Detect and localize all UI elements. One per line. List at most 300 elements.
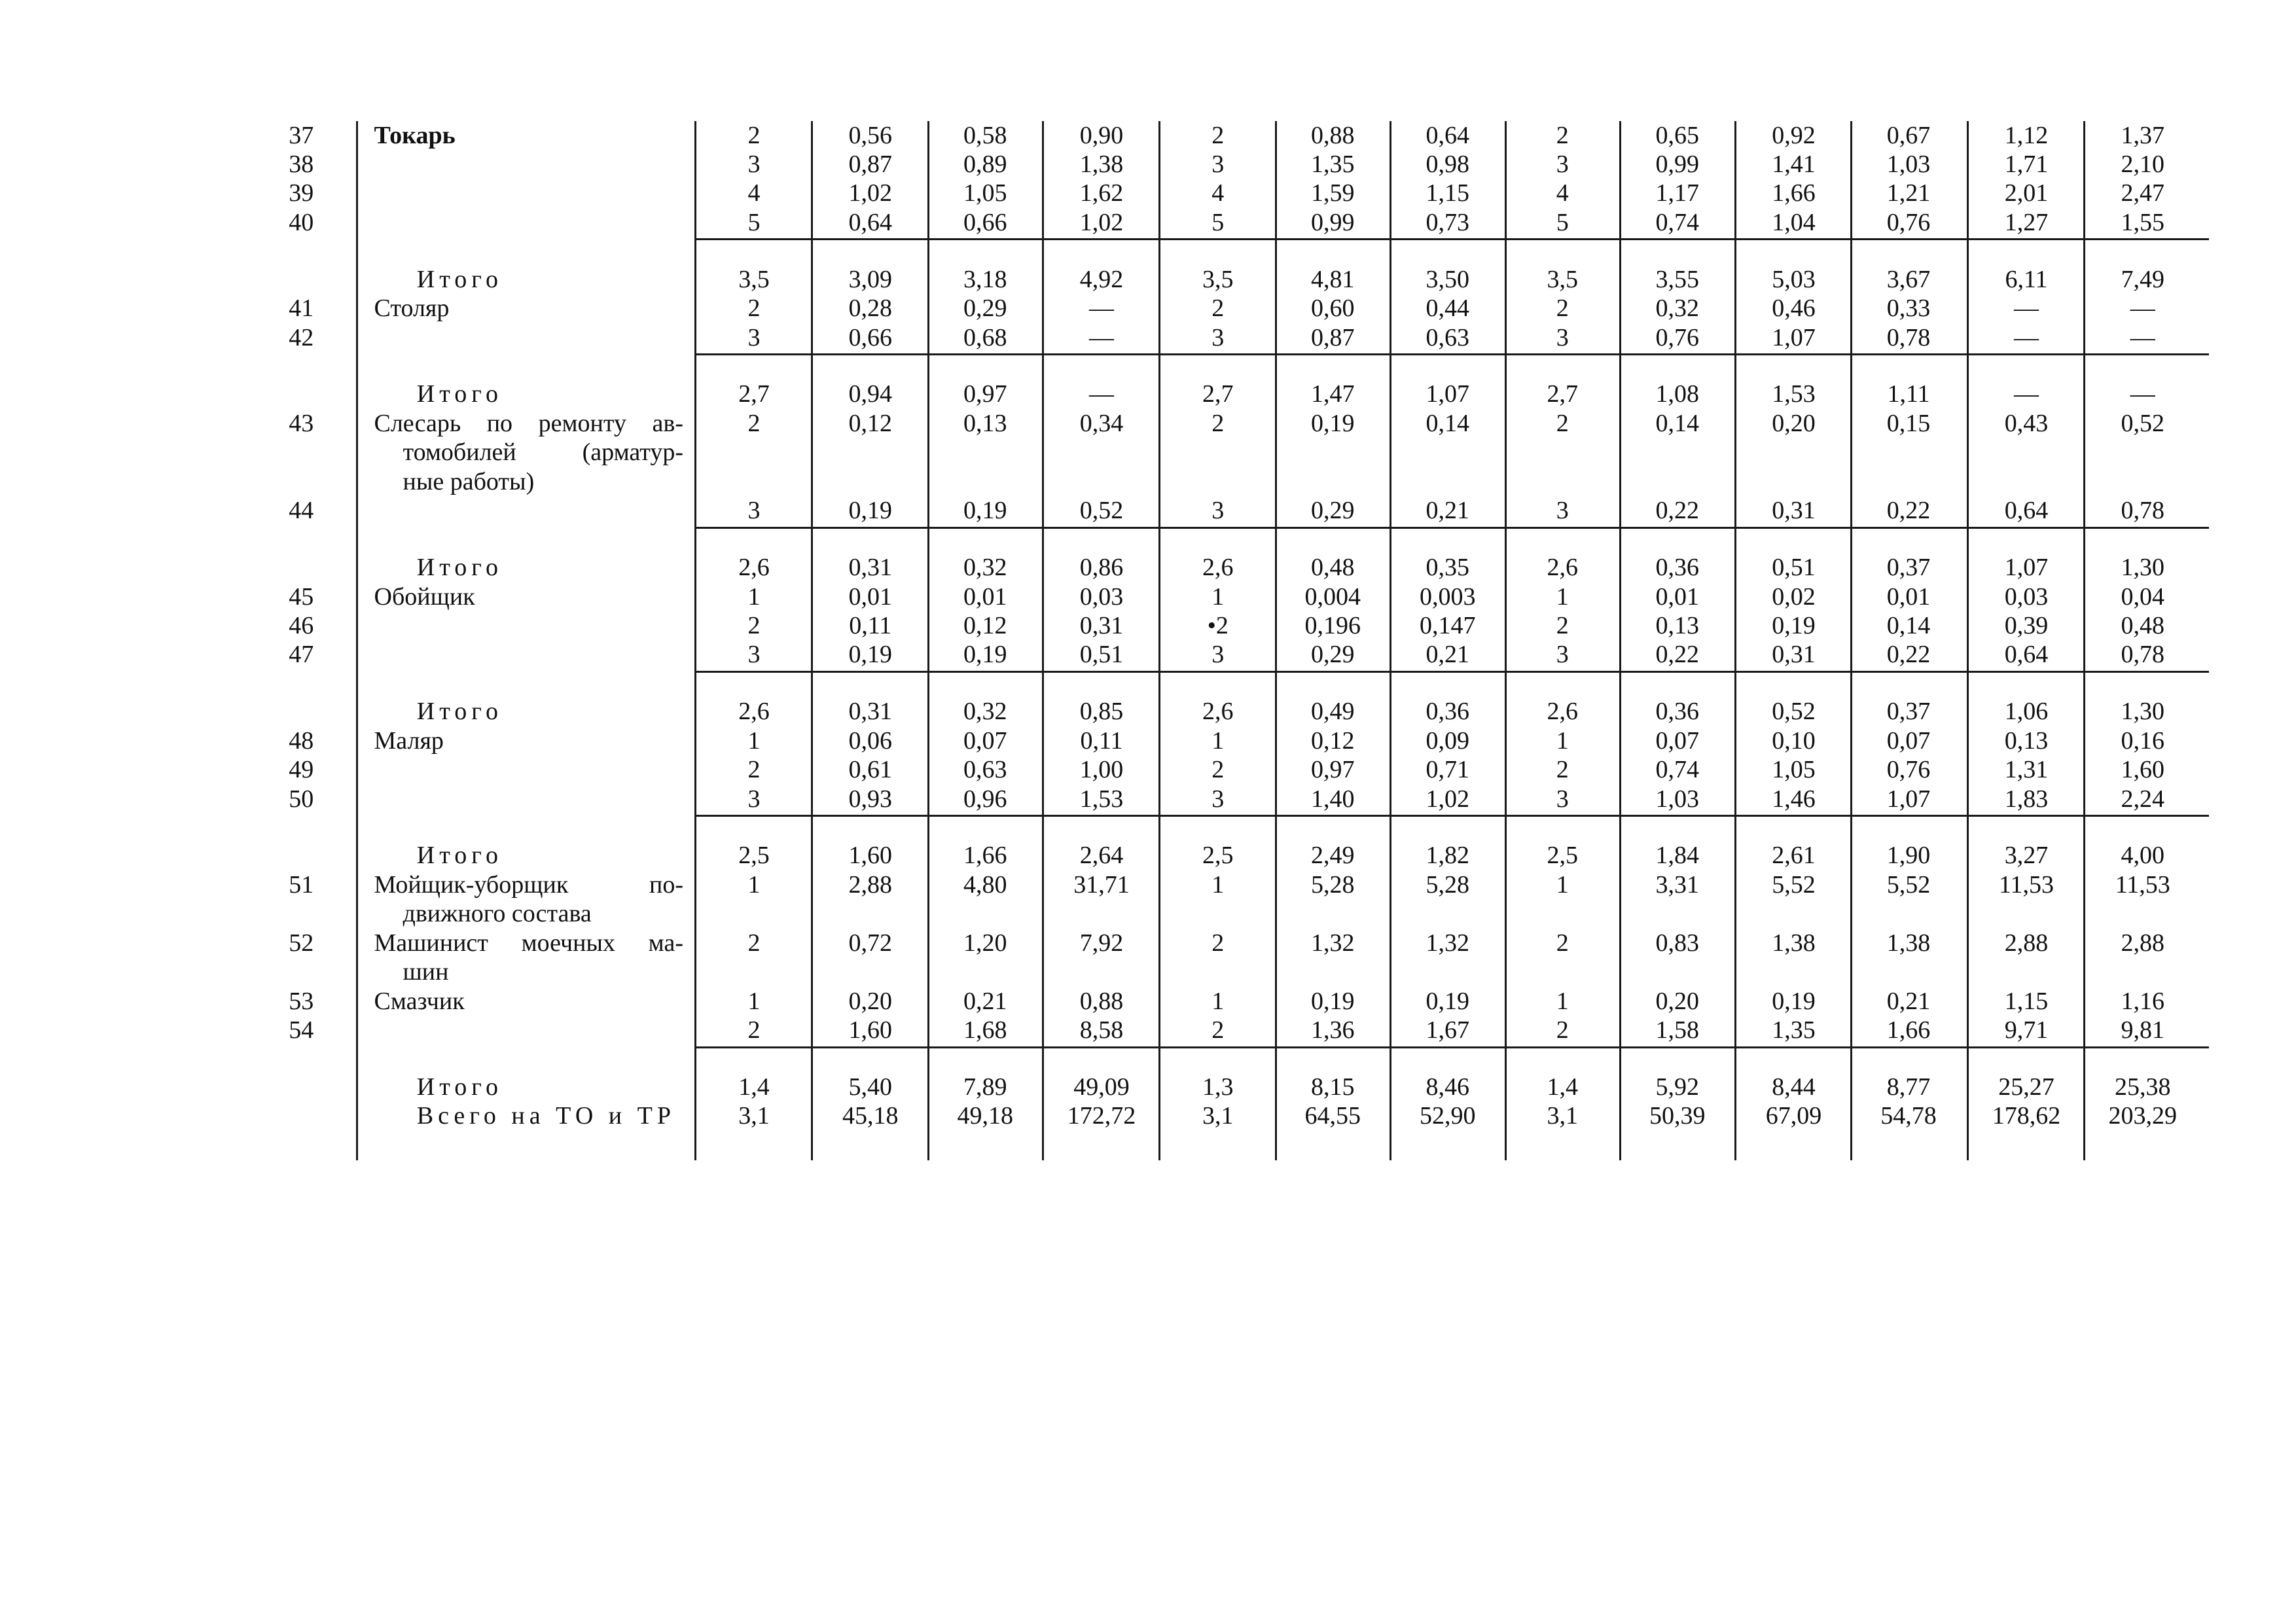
- table-cell: 0,98: [1426, 150, 1469, 178]
- table-cell: 1,05: [1772, 756, 1816, 784]
- table-cell: 0,21: [1426, 497, 1469, 525]
- table-cell: 0,29: [1311, 641, 1355, 669]
- group-separator-rule: [695, 815, 2209, 817]
- row-label-line: Машинист моечных ма-: [374, 929, 683, 957]
- table-cell: 0,13: [2004, 726, 2049, 755]
- table-cell: 4,80: [963, 870, 1007, 899]
- table-cell: 1: [747, 726, 761, 755]
- table-cell: 5,28: [1311, 870, 1355, 899]
- table-cell: 1,20: [963, 929, 1007, 957]
- table-cell: 0,63: [963, 756, 1007, 784]
- table-cell: 3: [1556, 641, 1569, 669]
- table-cell: 0,16: [2121, 726, 2164, 755]
- table-cell: 1,82: [1426, 842, 1469, 870]
- table-cell: 1,15: [1426, 179, 1469, 207]
- table-cell: 1,32: [1311, 929, 1355, 957]
- table-column-rule: [2083, 121, 2085, 1161]
- row-label: Столяр: [374, 294, 450, 323]
- table-cell: 0,99: [1655, 150, 1699, 178]
- table-cell: 1,07: [1886, 785, 1931, 813]
- table-cell: 2,24: [2121, 785, 2164, 813]
- table-cell: 2: [1556, 756, 1569, 784]
- table-cell: 2: [1556, 409, 1569, 437]
- table-cell: 3: [747, 150, 761, 178]
- table-cell: 0,12: [848, 409, 892, 437]
- table-cell: 3,5: [1202, 265, 1234, 293]
- table-cell: 2,64: [1079, 842, 1124, 870]
- table-cell: 0,87: [1311, 323, 1355, 351]
- table-cell: 0,44: [1426, 294, 1469, 323]
- table-cell: 0,11: [1080, 726, 1123, 755]
- table-cell: 1: [1556, 987, 1569, 1015]
- row-number: 47: [289, 641, 314, 669]
- table-cell: 2: [747, 929, 761, 957]
- table-cell: 1,16: [2121, 987, 2164, 1015]
- table-cell: 1,06: [2004, 698, 2049, 726]
- table-cell: 2: [1211, 1016, 1225, 1044]
- table-cell: 1,27: [2004, 208, 2049, 236]
- table-cell: 0,34: [1079, 409, 1124, 437]
- table-cell: 0,58: [963, 121, 1007, 149]
- table-cell: 1,60: [848, 1016, 892, 1044]
- table-cell: 0,28: [848, 294, 892, 323]
- table-cell: 0,49: [1311, 698, 1355, 726]
- table-cell: 0,22: [1886, 497, 1931, 525]
- table-cell: 1,04: [1772, 208, 1816, 236]
- table-cell: 0,76: [1655, 323, 1699, 351]
- table-cell: 2: [747, 409, 761, 437]
- table-cell: 0,04: [2121, 582, 2164, 611]
- table-cell: 1,66: [1886, 1016, 1931, 1044]
- table-cell: 1,84: [1655, 842, 1699, 870]
- table-cell: 0,36: [1426, 698, 1469, 726]
- table-cell: 1,53: [1772, 380, 1816, 408]
- table-cell: 1,02: [848, 179, 892, 207]
- row-number: 51: [289, 870, 314, 899]
- table-cell: 4: [1211, 179, 1225, 207]
- table-cell: 2: [1211, 121, 1225, 149]
- table-cell: 3: [1211, 323, 1225, 351]
- table-cell: 0,147: [1420, 611, 1476, 639]
- table-cell: 0,36: [1655, 554, 1699, 582]
- row-number: 37: [289, 121, 314, 149]
- table-cell: 0,39: [2004, 611, 2049, 639]
- table-cell: 0,67: [1886, 121, 1931, 149]
- table-cell: 2: [1556, 929, 1569, 957]
- table-cell: 1,59: [1311, 179, 1355, 207]
- row-label-total: Итого: [416, 265, 503, 293]
- table-cell: 1,07: [1772, 323, 1816, 351]
- table-cell: 0,21: [963, 987, 1007, 1015]
- group-separator-rule: [695, 1046, 2209, 1048]
- table-cell: 0,32: [963, 554, 1007, 582]
- table-cell: 0,90: [1079, 121, 1124, 149]
- table-cell: 0,92: [1772, 121, 1816, 149]
- table-cell: 1,38: [1886, 929, 1931, 957]
- table-cell: 1,32: [1426, 929, 1469, 957]
- table-cell: 0,32: [963, 698, 1007, 726]
- table-cell: 3: [1211, 641, 1225, 669]
- table-cell: 1,21: [1886, 179, 1931, 207]
- table-cell: 3: [1211, 150, 1225, 178]
- table-cell: 3: [747, 497, 761, 525]
- table-cell: 5,28: [1426, 870, 1469, 899]
- row-number: 41: [289, 294, 314, 323]
- table-cell: 1,12: [2004, 121, 2049, 149]
- row-label-total: Итого: [416, 842, 503, 870]
- table-cell: 3: [1211, 497, 1225, 525]
- row-label-line: Слесарь по ремонту ав-: [374, 409, 683, 437]
- table-cell: 0,64: [848, 208, 892, 236]
- table-cell: 0,19: [848, 641, 892, 669]
- table-cell: 0,19: [1772, 987, 1816, 1015]
- table-cell: 5: [747, 208, 761, 236]
- table-cell: 7,92: [1079, 929, 1124, 957]
- table-cell: 0,196: [1304, 611, 1361, 639]
- row-number: 43: [289, 409, 314, 437]
- table-column-rule: [356, 121, 358, 1161]
- table-cell: —: [1089, 380, 1114, 408]
- table-cell: 0,15: [1886, 409, 1931, 437]
- table-cell: 3: [1556, 785, 1569, 813]
- table-cell: 5: [1211, 208, 1225, 236]
- table-cell: 0,13: [1655, 611, 1699, 639]
- table-cell: 0,07: [1886, 726, 1931, 755]
- table-cell: 3,1: [1547, 1102, 1578, 1130]
- row-label-line: движного состава: [403, 900, 592, 928]
- row-number: 53: [289, 987, 314, 1015]
- table-cell: 1,30: [2121, 554, 2164, 582]
- row-number: 52: [289, 929, 314, 957]
- table-cell: 8,77: [1886, 1073, 1931, 1101]
- table-cell: 1,4: [738, 1073, 770, 1101]
- table-cell: 0,66: [963, 208, 1007, 236]
- table-cell: 3: [747, 641, 761, 669]
- table-cell: 1,03: [1655, 785, 1699, 813]
- table-cell: 0,32: [1655, 294, 1699, 323]
- group-separator-rule: [695, 527, 2209, 529]
- table-cell: 1,07: [1426, 380, 1469, 408]
- table-cell: —: [1089, 294, 1114, 323]
- table-cell: 0,21: [1886, 987, 1931, 1015]
- table-cell: 0,73: [1426, 208, 1469, 236]
- table-cell: 0,88: [1311, 121, 1355, 149]
- row-label-total: Итого: [416, 554, 503, 582]
- table-cell: 1: [747, 870, 761, 899]
- table-cell: 172,72: [1067, 1102, 1136, 1130]
- row-label-total: Итого: [416, 380, 503, 408]
- table-cell: 3: [1556, 497, 1569, 525]
- table-cell: 3,50: [1426, 265, 1469, 293]
- table-cell: 0,46: [1772, 294, 1816, 323]
- table-cell: 64,55: [1304, 1102, 1361, 1130]
- table-cell: 0,64: [1426, 121, 1469, 149]
- table-cell: 50,39: [1649, 1102, 1706, 1130]
- table-cell: 3,55: [1655, 265, 1699, 293]
- table-cell: 2: [1556, 294, 1569, 323]
- table-cell: 0,66: [848, 323, 892, 351]
- table-cell: 11,53: [2115, 870, 2170, 899]
- table-cell: 0,20: [1772, 409, 1816, 437]
- table-cell: 0,003: [1420, 582, 1476, 611]
- table-cell: 3,1: [738, 1102, 770, 1130]
- table-column-rule: [1158, 121, 1160, 1161]
- table-cell: 0,29: [1311, 497, 1355, 525]
- table-cell: 49,18: [957, 1102, 1013, 1130]
- table-cell: 0,52: [2121, 409, 2164, 437]
- table-cell: 2: [1211, 409, 1225, 437]
- table-column-rule: [811, 121, 813, 1161]
- table-cell: 0,71: [1426, 756, 1469, 784]
- table-cell: 3: [1556, 150, 1569, 178]
- table-cell: 8,58: [1079, 1016, 1124, 1044]
- table-cell: 8,15: [1311, 1073, 1355, 1101]
- row-label: Токарь: [374, 121, 456, 149]
- table-cell: 0,31: [1079, 611, 1124, 639]
- row-number: 54: [289, 1016, 314, 1044]
- table-cell: 1,38: [1772, 929, 1816, 957]
- table-cell: 2: [747, 121, 761, 149]
- table-cell: 2,6: [738, 698, 770, 726]
- table-cell: —: [2130, 294, 2155, 323]
- table-cell: 1,83: [2004, 785, 2049, 813]
- table-cell: 0,88: [1079, 987, 1124, 1015]
- table-cell: 0,22: [1655, 641, 1699, 669]
- table-cell: —: [2014, 323, 2039, 351]
- table-cell: 2,6: [1202, 698, 1234, 726]
- table-cell: 0,01: [848, 582, 892, 611]
- table-cell: 0,56: [848, 121, 892, 149]
- table-cell: 0,01: [1655, 582, 1699, 611]
- table-cell: 2,5: [1202, 842, 1234, 870]
- table-cell: 52,90: [1420, 1102, 1476, 1130]
- table-cell: 0,19: [848, 497, 892, 525]
- table-cell: 0,72: [848, 929, 892, 957]
- table-cell: 1,36: [1311, 1016, 1355, 1044]
- table-cell: 2,7: [1202, 380, 1234, 408]
- table-cell: 1: [1211, 987, 1225, 1015]
- table-cell: 4,81: [1311, 265, 1355, 293]
- table-cell: 0,61: [848, 756, 892, 784]
- table-cell: 1: [747, 582, 761, 611]
- table-cell: 1,67: [1426, 1016, 1469, 1044]
- table-column-rule: [1967, 121, 1969, 1161]
- table-cell: 1,46: [1772, 785, 1816, 813]
- table-cell: 0,87: [848, 150, 892, 178]
- table-cell: 1,02: [1079, 208, 1124, 236]
- table-cell: 0,78: [2121, 641, 2164, 669]
- table-cell: 0,33: [1886, 294, 1931, 323]
- group-separator-rule: [695, 238, 2209, 240]
- table-cell: 0,51: [1079, 641, 1124, 669]
- table-cell: 2: [1556, 121, 1569, 149]
- table-cell: 1,35: [1772, 1016, 1816, 1044]
- table-cell: 2: [1211, 756, 1225, 784]
- table-cell: 11,53: [1998, 870, 2054, 899]
- table-cell: 0,14: [1426, 409, 1469, 437]
- table-cell: 1,05: [963, 179, 1007, 207]
- table-cell: 1,38: [1079, 150, 1124, 178]
- table-cell: 1,41: [1772, 150, 1816, 178]
- table-cell: —: [1089, 323, 1114, 351]
- table-cell: 0,12: [963, 611, 1007, 639]
- table-cell: 1,4: [1547, 1073, 1578, 1101]
- table-cell: 0,64: [2004, 497, 2049, 525]
- table-cell: 5,52: [1886, 870, 1931, 899]
- table-cell: 3,1: [1202, 1102, 1234, 1130]
- row-number: 44: [289, 497, 314, 525]
- row-label-total: Итого: [416, 1073, 503, 1101]
- table-cell: 0,01: [1886, 582, 1931, 611]
- table-cell: 0,22: [1886, 641, 1931, 669]
- table-cell: 1,53: [1079, 785, 1124, 813]
- table-cell: 0,60: [1311, 294, 1355, 323]
- table-cell: 1,17: [1655, 179, 1699, 207]
- table-cell: 1,47: [1311, 380, 1355, 408]
- table-cell: 25,27: [1998, 1073, 2054, 1101]
- table-cell: 0,36: [1655, 698, 1699, 726]
- table-cell: 31,71: [1073, 870, 1130, 899]
- table-cell: 9,81: [2121, 1016, 2164, 1044]
- table-cell: 3,31: [1655, 870, 1699, 899]
- table-cell: 1,40: [1311, 785, 1355, 813]
- row-number: 48: [289, 726, 314, 755]
- table-cell: 0,21: [1426, 641, 1469, 669]
- row-label-line: шин: [403, 958, 449, 986]
- table-cell: 5,40: [848, 1073, 892, 1101]
- table-cell: 0,68: [963, 323, 1007, 351]
- table-cell: 1,00: [1079, 756, 1124, 784]
- table-cell: 0,004: [1304, 582, 1361, 611]
- table-cell: 1,11: [1887, 380, 1930, 408]
- table-cell: 49,09: [1073, 1073, 1130, 1101]
- table-cell: 4,00: [2121, 842, 2164, 870]
- table-cell: 1: [1556, 582, 1569, 611]
- table-cell: 1,08: [1655, 380, 1699, 408]
- table-cell: 0,14: [1655, 409, 1699, 437]
- table-cell: 0,20: [1655, 987, 1699, 1015]
- table-cell: 0,99: [1311, 208, 1355, 236]
- table-cell: 3,27: [2004, 842, 2049, 870]
- table-cell: 2: [1556, 611, 1569, 639]
- table-cell: 0,31: [848, 554, 892, 582]
- table-cell: 0,83: [1655, 929, 1699, 957]
- table-cell: 2: [1211, 929, 1225, 957]
- table-cell: 7,49: [2121, 265, 2164, 293]
- table-cell: 3,18: [963, 265, 1007, 293]
- table-cell: 0,74: [1655, 208, 1699, 236]
- table-cell: 0,20: [848, 987, 892, 1015]
- table-cell: 1,60: [848, 842, 892, 870]
- table-cell: 0,10: [1772, 726, 1816, 755]
- table-cell: 2,6: [1547, 554, 1578, 582]
- table-cell: 0,52: [1079, 497, 1124, 525]
- table-cell: 3: [1556, 323, 1569, 351]
- table-cell: 0,11: [849, 611, 892, 639]
- table-cell: 1,15: [2004, 987, 2049, 1015]
- table-cell: 0,97: [1311, 756, 1355, 784]
- table-cell: 3: [747, 785, 761, 813]
- table-cell: 0,19: [963, 641, 1007, 669]
- table-cell: 7,89: [963, 1073, 1007, 1101]
- table-cell: 1,68: [963, 1016, 1007, 1044]
- table-cell: —: [2014, 380, 2039, 408]
- table-cell: 1: [1211, 726, 1225, 755]
- table-cell: 1,03: [1886, 150, 1931, 178]
- table-cell: 0,86: [1079, 554, 1124, 582]
- table-cell: 2: [1211, 294, 1225, 323]
- row-number: 39: [289, 179, 314, 207]
- table-cell: 0,52: [1772, 698, 1816, 726]
- table-cell: 1,71: [2004, 150, 2049, 178]
- row-label-total: Всего на ТО и ТР: [416, 1102, 675, 1130]
- table-cell: 1: [1556, 870, 1569, 899]
- table-cell: 4: [747, 179, 761, 207]
- row-label-line: Мойщик-уборщик по-: [374, 870, 683, 899]
- table-cell: —: [2130, 380, 2155, 408]
- row-number: 45: [289, 582, 314, 611]
- table-cell: 1,62: [1079, 179, 1124, 207]
- row-label-line: ные работы): [403, 467, 535, 495]
- table-cell: 2,6: [738, 554, 770, 582]
- table-cell: 0,12: [1311, 726, 1355, 755]
- row-label-line: томобилей (арматур-: [403, 438, 683, 467]
- table-cell: 25,38: [2115, 1073, 2171, 1101]
- table-cell: 8,46: [1426, 1073, 1469, 1101]
- table-cell: 5: [1556, 208, 1569, 236]
- table-cell: 2,7: [1547, 380, 1578, 408]
- table-cell: 4: [1556, 179, 1569, 207]
- group-separator-rule: [695, 353, 2209, 355]
- table-cell: 2,61: [1772, 842, 1816, 870]
- table-cell: 3,5: [738, 265, 770, 293]
- table-cell: 2,5: [738, 842, 770, 870]
- table-cell: 0,29: [963, 294, 1007, 323]
- table-cell: 0,48: [2121, 611, 2164, 639]
- table-cell: 1: [1211, 582, 1225, 611]
- table-cell: 0,19: [1311, 987, 1355, 1015]
- table-cell: •2: [1207, 611, 1229, 639]
- table-cell: 6,11: [2005, 265, 2048, 293]
- table-cell: 0,78: [1886, 323, 1931, 351]
- table-cell: 1,02: [1426, 785, 1469, 813]
- table-cell: 0,19: [1426, 987, 1469, 1015]
- table-cell: 1,58: [1655, 1016, 1699, 1044]
- table-cell: 1: [747, 987, 761, 1015]
- table-cell: 2,10: [2121, 150, 2164, 178]
- table-cell: 67,09: [1765, 1102, 1822, 1130]
- table-cell: —: [2014, 294, 2039, 323]
- table-cell: 2: [747, 756, 761, 784]
- table-cell: 0,07: [1655, 726, 1699, 755]
- table-cell: 0,06: [848, 726, 892, 755]
- table-cell: 1,3: [1202, 1073, 1234, 1101]
- table-cell: 3,67: [1886, 265, 1931, 293]
- table-cell: 5,52: [1772, 870, 1816, 899]
- table-cell: 203,29: [2108, 1102, 2177, 1130]
- group-separator-rule: [695, 671, 2209, 673]
- table-cell: 0,96: [963, 785, 1007, 813]
- table-cell: 1,66: [1772, 179, 1816, 207]
- table-cell: 54,78: [1880, 1102, 1937, 1130]
- table-cell: 2: [747, 294, 761, 323]
- table-cell: 0,74: [1655, 756, 1699, 784]
- row-number: 42: [289, 323, 314, 351]
- table-cell: 0,78: [2121, 497, 2164, 525]
- table-cell: 0,31: [848, 698, 892, 726]
- table-cell: 0,89: [963, 150, 1007, 178]
- table-cell: 0,64: [2004, 641, 2049, 669]
